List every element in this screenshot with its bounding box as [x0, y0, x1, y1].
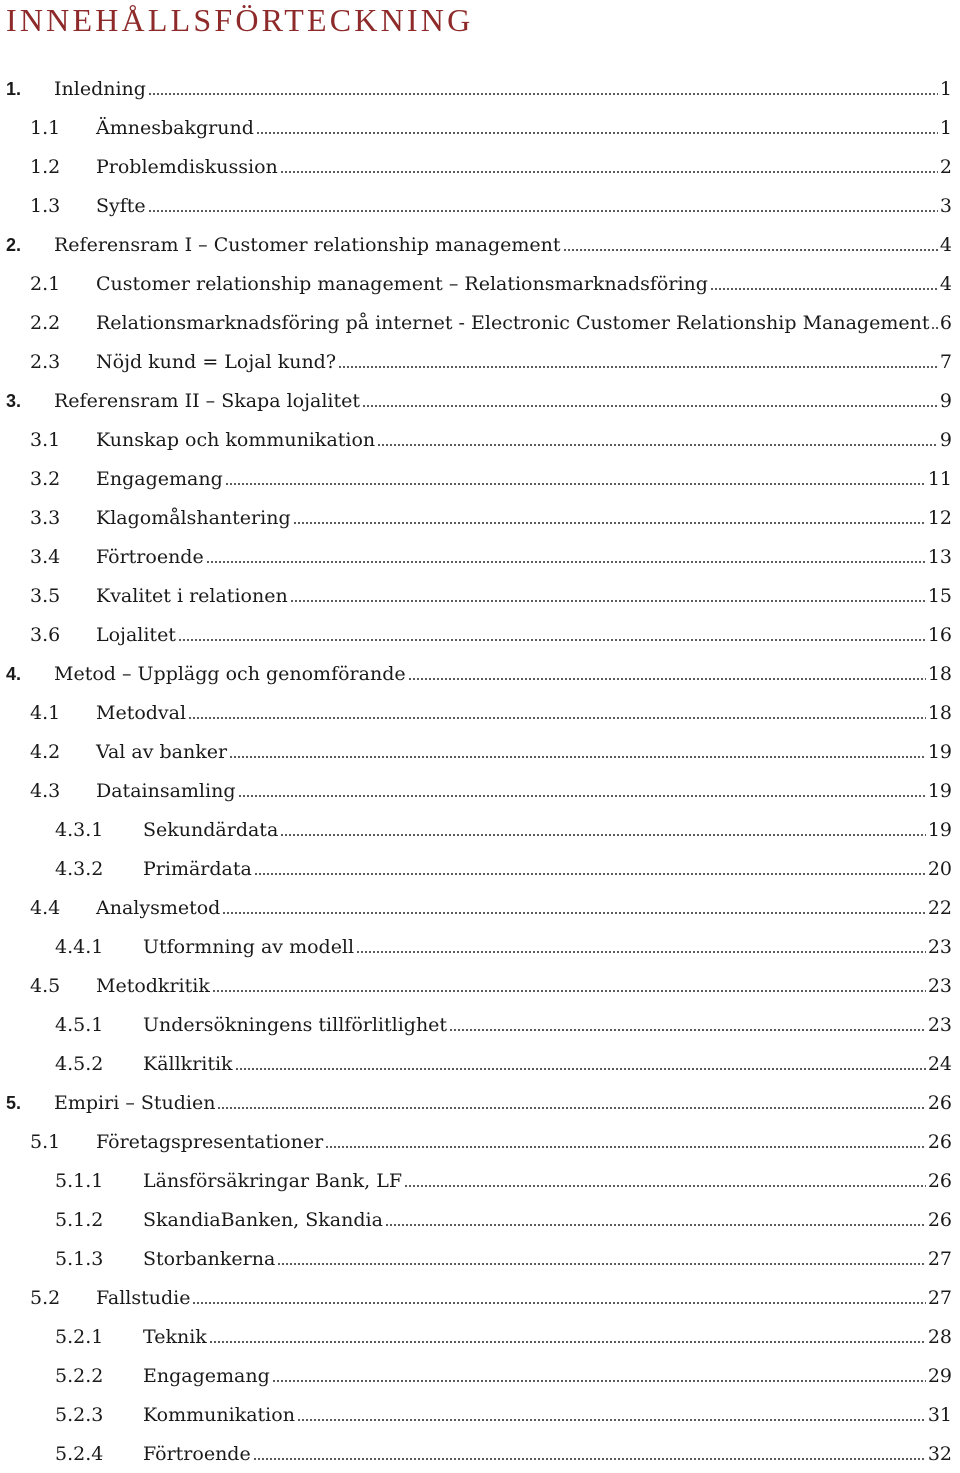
toc-entry[interactable] [0, 811, 952, 849]
toc-entry-page-number: 12 [927, 507, 952, 529]
toc-entry-number: 2.1 [30, 273, 61, 295]
toc-dot-leader [148, 89, 938, 99]
toc-entry-page-number: 4 [939, 234, 952, 256]
toc-entry-number: 4.3.1 [55, 819, 104, 841]
toc-entry[interactable] [0, 343, 952, 381]
toc-entry-page-number: 18 [927, 702, 952, 724]
toc-entry-page-number: 11 [927, 468, 952, 490]
toc-entry-title: Ämnesbakgrund [96, 117, 254, 139]
toc-dot-leader [238, 791, 926, 801]
toc-entry[interactable] [0, 148, 952, 186]
toc-entry-title: Analysmetod [96, 897, 221, 919]
toc-dot-leader [338, 362, 938, 372]
toc-entry-number: 4.3 [30, 780, 61, 802]
toc-entry[interactable] [0, 616, 952, 654]
toc-dot-leader [290, 596, 926, 606]
toc-entry-number: 2.3 [30, 351, 61, 373]
toc-entry[interactable] [0, 538, 952, 576]
toc-entry-number: 3. [6, 390, 22, 411]
toc-entry-number: 5.1.3 [55, 1248, 104, 1270]
toc-entry-page-number: 16 [927, 624, 952, 646]
toc-entry-page-number: 23 [927, 1014, 952, 1036]
toc-entry[interactable] [0, 577, 952, 615]
toc-entry-page-number: 1 [939, 117, 952, 139]
toc-entry-title: Förtroende [143, 1443, 251, 1465]
toc-dot-leader [408, 674, 926, 684]
toc-entry-page-number: 19 [927, 819, 952, 841]
toc-dot-leader [377, 440, 938, 450]
toc-entry-number: 3.5 [30, 585, 61, 607]
toc-entry-number: 3.2 [30, 468, 61, 490]
toc-dot-leader [362, 401, 938, 411]
toc-entry-title: Syfte [96, 195, 146, 217]
toc-entry-number: 4.4 [30, 897, 61, 919]
toc-entry-number: 3.1 [30, 429, 61, 451]
toc-entry-page-number: 19 [927, 780, 952, 802]
toc-dot-leader [222, 908, 925, 918]
toc-entry-title: Datainsamling [96, 780, 236, 802]
toc-entry[interactable] [0, 1123, 952, 1161]
toc-dot-leader [148, 206, 938, 216]
toc-entry-number: 2. [6, 234, 22, 255]
toc-entry-title: Relationsmarknadsföring på internet - Electronic Customer Relationship Management [96, 312, 930, 334]
toc-entry-number: 4.5 [30, 975, 61, 997]
toc-entry-title: Customer relationship management – Relationsmarknadsföring [96, 273, 708, 295]
toc-entry[interactable] [0, 928, 952, 966]
toc-entry[interactable] [0, 70, 952, 108]
toc-entry-title: Kommunikation [143, 1404, 295, 1426]
toc-entry-number: 5.2 [30, 1287, 61, 1309]
toc-dot-leader [217, 1103, 925, 1113]
toc-dot-leader [277, 1259, 926, 1269]
toc-entry-number: 1. [6, 78, 22, 99]
toc-entry-number: 4.2 [30, 741, 61, 763]
toc-entry-title: Nöjd kund = Lojal kund? [96, 351, 337, 373]
toc-dot-leader [209, 1337, 926, 1347]
toc-entry-page-number: 32 [927, 1443, 952, 1465]
toc-entry-page-number: 19 [927, 741, 952, 763]
toc-entry-number: 4.3.2 [55, 858, 104, 880]
toc-entry-title: Referensram I – Customer relationship management [54, 234, 561, 256]
toc-entry-title: Fallstudie [96, 1287, 191, 1309]
toc-title: INNEHÅLLSFÖRTECKNING [6, 2, 474, 38]
toc-entry-page-number: 1 [939, 78, 952, 100]
toc-entry[interactable] [0, 1162, 952, 1200]
toc-entry[interactable] [0, 694, 952, 732]
toc-entry-number: 5.2.4 [55, 1443, 104, 1465]
toc-entry-page-number: 4 [939, 273, 952, 295]
toc-entry[interactable] [0, 109, 952, 147]
toc-dot-leader [235, 1064, 926, 1074]
toc-entry-title: Teknik [143, 1326, 207, 1348]
toc-entry[interactable] [0, 1240, 952, 1278]
toc-dot-leader [272, 1376, 926, 1386]
toc-entry-number: 3.6 [30, 624, 61, 646]
toc-entry-number: 2.2 [30, 312, 61, 334]
toc-entry-number: 5.1.2 [55, 1209, 104, 1231]
toc-dot-leader [325, 1142, 926, 1152]
toc-entry-title: Storbankerna [143, 1248, 276, 1270]
toc-dot-leader [212, 986, 926, 996]
toc-entry[interactable] [0, 421, 952, 459]
toc-entry[interactable] [0, 1045, 952, 1083]
toc-entry-page-number: 2 [939, 156, 952, 178]
toc-entry-page-number: 28 [927, 1326, 952, 1348]
toc-entry-title: Lojalitet [96, 624, 176, 646]
toc-entry-title: Primärdata [143, 858, 252, 880]
toc-entry-number: 5.1.1 [55, 1170, 104, 1192]
toc-entry[interactable] [0, 499, 952, 537]
toc-dot-leader [710, 284, 938, 294]
toc-entry-title: Problemdiskussion [96, 156, 278, 178]
toc-entry-number: 5.2.1 [55, 1326, 104, 1348]
toc-entry[interactable] [0, 265, 952, 303]
toc-entry-title: Undersökningens tillförlitlighet [143, 1014, 448, 1036]
toc-entry-page-number: 27 [927, 1287, 952, 1309]
toc-entry-number: 3.3 [30, 507, 61, 529]
toc-entry-title: Inledning [54, 78, 146, 100]
toc-entry[interactable] [0, 1318, 952, 1356]
toc-entry-page-number: 9 [939, 429, 952, 451]
toc-entry-number: 4.4.1 [55, 936, 104, 958]
toc-entry-page-number: 26 [927, 1092, 952, 1114]
toc-entry-title: Kvalitet i relationen [96, 585, 288, 607]
toc-entry[interactable] [0, 304, 952, 342]
toc-entry-page-number: 15 [927, 585, 952, 607]
toc-entry-number: 3.4 [30, 546, 61, 568]
toc-entry-page-number: 13 [927, 546, 952, 568]
toc-entry-title: Förtroende [96, 546, 204, 568]
toc-dot-leader [254, 869, 926, 879]
toc-entry-number: 4.5.2 [55, 1053, 104, 1075]
toc-entry-number: 1.3 [30, 195, 61, 217]
toc-dot-leader [385, 1220, 926, 1230]
toc-entry-title: Engagemang [143, 1365, 270, 1387]
toc-entry[interactable] [0, 967, 952, 1005]
toc-dot-leader [356, 947, 926, 957]
toc-dot-leader [280, 167, 938, 177]
toc-entry-title: Sekundärdata [143, 819, 279, 841]
toc-entry-title: Kunskap och kommunikation [96, 429, 376, 451]
toc-entry-page-number: 29 [927, 1365, 952, 1387]
toc-entry-page-number: 26 [927, 1209, 952, 1231]
toc-entry[interactable] [0, 1396, 952, 1434]
toc-entry[interactable] [0, 655, 952, 693]
toc-entry-title: SkandiaBanken, Skandia [143, 1209, 383, 1231]
toc-entry-number: 4. [6, 663, 22, 684]
toc-entry-title: Engagemang [96, 468, 223, 490]
toc-dot-leader [192, 1298, 925, 1308]
toc-dot-leader [253, 1454, 926, 1464]
toc-entry-page-number: 23 [927, 975, 952, 997]
toc-entry-page-number: 26 [927, 1131, 952, 1153]
toc-entry-page-number: 26 [927, 1170, 952, 1192]
toc-dot-leader [449, 1025, 926, 1035]
toc-entry-title: Utformning av modell [143, 936, 355, 958]
toc-entry-page-number: 27 [927, 1248, 952, 1270]
toc-entry-page-number: 3 [939, 195, 952, 217]
toc-entry-title: Empiri – Studien [54, 1092, 216, 1114]
toc-dot-leader [178, 635, 926, 645]
toc-entry-number: 1.1 [30, 117, 61, 139]
toc-entry-number: 4.5.1 [55, 1014, 104, 1036]
toc-entry[interactable] [0, 1084, 952, 1122]
toc-dot-leader [225, 479, 926, 489]
toc-entry-title: Referensram II – Skapa lojalitet [54, 390, 360, 412]
toc-entry-page-number: 22 [927, 897, 952, 919]
toc-dot-leader [931, 323, 937, 333]
toc-entry-page-number: 6 [939, 312, 952, 334]
toc-entry-title: Metodkritik [96, 975, 210, 997]
toc-entry-page-number: 20 [927, 858, 952, 880]
toc-entry-title: Klagomålshantering [96, 507, 291, 529]
toc-entry-number: 4.1 [30, 702, 61, 724]
toc-entry-number: 1.2 [30, 156, 61, 178]
toc-entry-page-number: 7 [939, 351, 952, 373]
toc-entry[interactable] [0, 733, 952, 771]
toc-dot-leader [206, 557, 926, 567]
toc-dot-leader [404, 1181, 926, 1191]
toc-entry-title: Val av banker [96, 741, 228, 763]
toc-entry[interactable] [0, 1006, 952, 1044]
toc-dot-leader [256, 128, 938, 138]
toc-entry[interactable] [0, 850, 952, 888]
toc-dot-leader [297, 1415, 926, 1425]
toc-entry-number: 5.1 [30, 1131, 61, 1153]
toc-entry[interactable] [0, 1279, 952, 1317]
toc-entry-page-number: 24 [927, 1053, 952, 1075]
toc-dot-leader [563, 245, 938, 255]
toc-dot-leader [293, 518, 926, 528]
toc-entry-number: 5. [6, 1092, 22, 1113]
toc-entry[interactable] [0, 1357, 952, 1395]
toc-entry[interactable] [0, 226, 952, 264]
toc-entry-page-number: 23 [927, 936, 952, 958]
toc-entry-number: 5.2.2 [55, 1365, 104, 1387]
toc-entry[interactable] [0, 889, 952, 927]
toc-entry-number: 5.2.3 [55, 1404, 104, 1426]
toc-entry-page-number: 9 [939, 390, 952, 412]
toc-dot-leader [280, 830, 926, 840]
toc-entry-page-number: 18 [927, 663, 952, 685]
toc-entry-title: Källkritik [143, 1053, 233, 1075]
toc-entry[interactable] [0, 187, 952, 225]
toc-entry[interactable] [0, 382, 952, 420]
toc-dot-leader [229, 752, 926, 762]
toc-entry-title: Metodval [96, 702, 187, 724]
toc-entry-title: Länsförsäkringar Bank, LF [143, 1170, 403, 1192]
toc-entry[interactable] [0, 1201, 952, 1239]
toc-dot-leader [188, 713, 926, 723]
toc-entry[interactable] [0, 460, 952, 498]
toc-entry[interactable] [0, 1435, 952, 1473]
toc-entry-page-number: 31 [927, 1404, 952, 1426]
toc-entry-title: Metod – Upplägg och genomförande [54, 663, 406, 685]
toc-entry-title: Företagspresentationer [96, 1131, 324, 1153]
toc-entry[interactable] [0, 772, 952, 810]
